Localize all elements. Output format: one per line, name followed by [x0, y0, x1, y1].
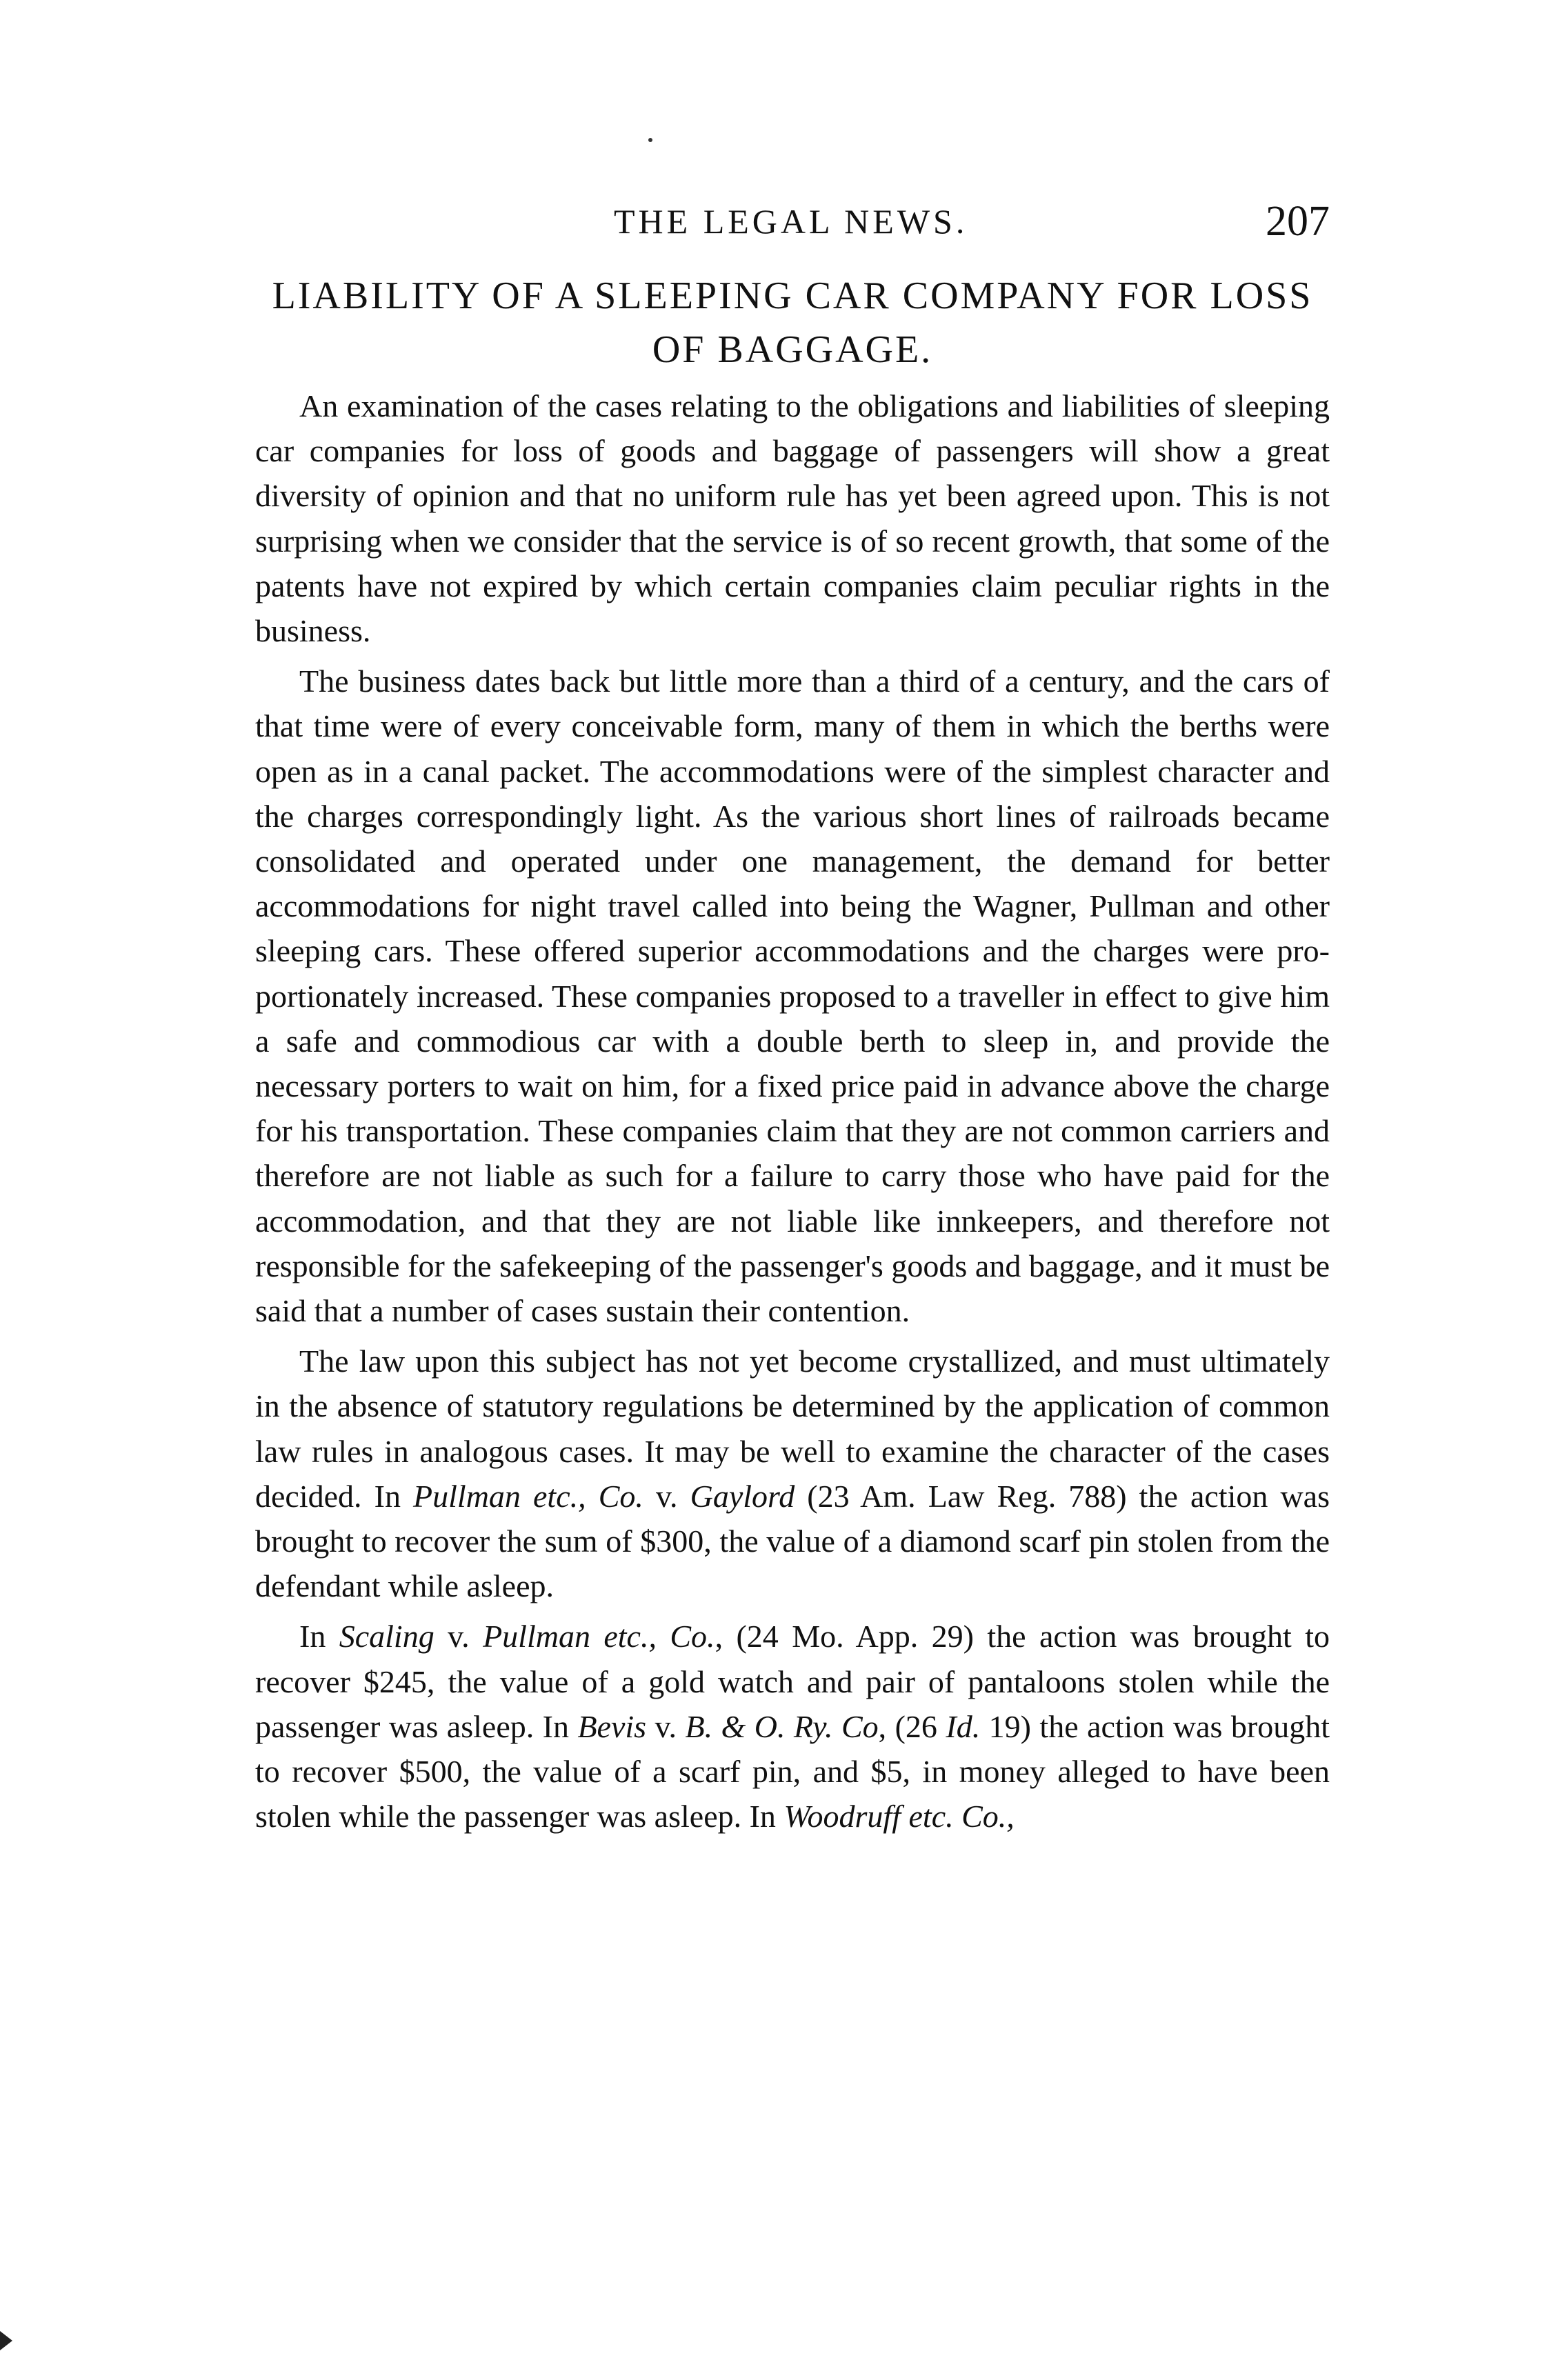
text-segment: The law upon this subject has not yet become crystallized, and must ultimately in the absence of statutory regulations be determined by the application of common law rules in analogous cases. It may be well to examine the character of the cases decided. In: [255, 1343, 1330, 1514]
text-segment: , (24 Mo. App. 29) the action was brought to recover $245, the value of a gold watch and pair of pantaloons stolen while the passenger was asleep. In: [255, 1619, 1330, 1744]
case-name: Pullman etc., Co.: [413, 1478, 643, 1514]
case-name: Bevis: [577, 1708, 647, 1744]
paragraph-1: An examination of the cases relating to the obligations and liabilities of sleeping car companies for loss of goods and baggage of passengers will show a great diversity of opinion and that no uniform rule has yet been agreed upon. This is not surprising when we consider that the service is of so recent growth, that some of the patents have not expired by which certain companies claim peculiar rights in the business.: [255, 388, 1330, 649]
citation-reference: Id.: [946, 1708, 981, 1744]
case-name: Pullman etc., Co.: [483, 1619, 715, 1654]
article-title: LIABILITY OF A SLEEPING CAR COMPANY FOR LOSS OF BAGGAGE.: [272, 274, 1313, 371]
scan-speck: [648, 138, 652, 142]
text-segment: v.: [646, 1708, 686, 1744]
case-name: Gaylord: [690, 1478, 795, 1514]
text-segment: 19) the action was brought to recover $500, the value of a scarf pin, and $5, in money alleged to have been stolen while the passenger was asleep. In: [255, 1708, 1330, 1834]
case-name: Scaling: [339, 1619, 435, 1654]
article-body: [255, 383, 1330, 1845]
text-segment: v.: [643, 1478, 690, 1514]
page-number: 207: [1266, 198, 1330, 245]
running-title: THE LEGAL NEWS.: [614, 202, 968, 241]
running-header: [255, 197, 1330, 252]
text-segment: v.: [434, 1619, 483, 1654]
paragraph-4: [255, 1614, 1330, 1839]
scan-edge-mark: [0, 2331, 12, 2350]
text-segment: , (26: [878, 1708, 946, 1744]
case-name: Woodruff etc. Co.,: [783, 1799, 1015, 1834]
paragraph-3: [255, 1339, 1330, 1608]
text-segment: In: [299, 1619, 339, 1654]
case-name: B. & O. Ry. Co: [685, 1708, 879, 1744]
text-segment: (23 Am. Law Reg. 788) the action was brought to recover the sum of $300, the value of a diamond scarf pin stolen from the defendant while asleep.: [255, 1478, 1330, 1604]
paragraph-2: The business dates back but little more than a third of a century, and the cars of that time were of every conceivable form, many of them in which the berths were open as in a canal packet. The accommodations were of the simplest character and the charges correspondingly light. As the various short lines of railroads became consolidated and operated under one management, the demand for better accommodations for night travel called into being the Wagner, Pullman and other sleeping cars. These offered superior accommodations and the charges were proportionately increased. These companies proposed to a traveller in effect to give him a safe and commodious car with a double berth to sleep in, and provide the necessary porters to wait on him, for a fixed price paid in advance above the charge for his transportation. These companies claim that they are not common carriers and therefore are not liable as such for a failure to carry those who have paid for the accommodation, and that they are not liable like innkeepers, and therefore not responsible for the safekeeping of the passenger's goods and baggage, and it must be said that a number of cases sustain their contention.: [255, 663, 1330, 1329]
